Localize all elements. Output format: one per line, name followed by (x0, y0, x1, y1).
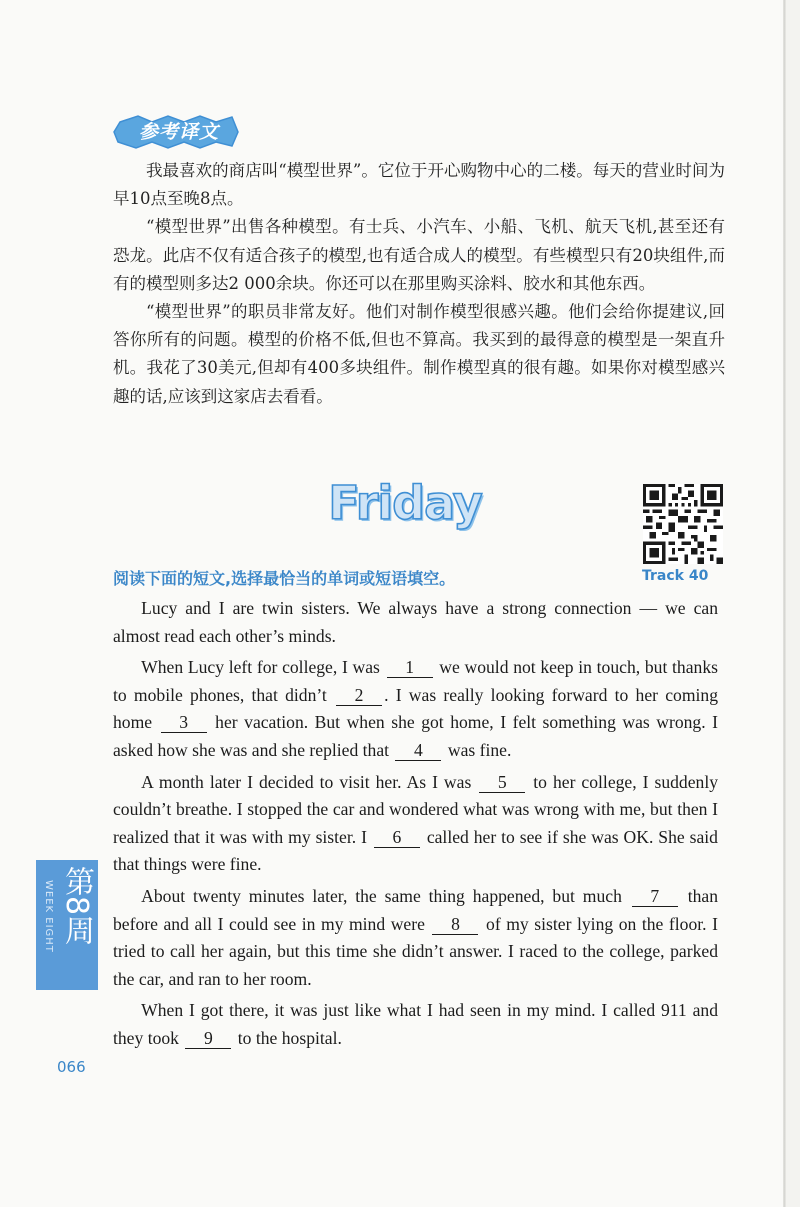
qr-code-icon[interactable] (643, 484, 723, 564)
week-tab-english: WEEK EIGHT (43, 880, 54, 953)
blank-2[interactable]: 2 (336, 685, 382, 706)
translation-paragraph: “模型世界”的职员非常友好。他们对制作模型很感兴趣。他们会给你提建议,回答你所有的问题。模型的价格不低,但也不算高。我买到的最得意的模型是一架直升机。我花了30美元,但却有400多块组件。制作模型真的很有趣。如果你对模型感兴趣的话,应该到这家店去看看。 (113, 302, 725, 406)
passage-text: . I was really looking forward to her coming home (113, 684, 718, 733)
passage-paragraph-2 (113, 654, 718, 764)
passage-text: A month later I decided to visit her. As I was (141, 771, 472, 792)
passage-paragraph-5 (113, 997, 718, 1052)
translation-paragraph: 我最喜欢的商店叫“模型世界”。它位于开心购物中心的二楼。每天的营业时间为早10点至晚8点。 (113, 161, 725, 209)
week-tab-chinese: 第8周 (59, 866, 94, 946)
passage-paragraph-3 (113, 769, 718, 879)
blank-9[interactable]: 9 (185, 1028, 231, 1049)
passage-text: we would not keep in touch, but thanks to mobile phones, that didn’t (113, 657, 718, 705)
blank-8[interactable]: 8 (432, 914, 478, 935)
blank-5[interactable]: 5 (479, 772, 525, 793)
passage-text: About twenty minutes later, the same thing happened, but much (141, 885, 622, 906)
passage-paragraph-1: Lucy and I are twin sisters. We always have a strong connection — we can almost read each other’s minds. (113, 598, 718, 646)
blank-4[interactable]: 4 (395, 740, 441, 761)
passage-text: to the hospital. (237, 1027, 342, 1048)
translation-badge-label: 参考译文 (138, 121, 219, 143)
track-label[interactable]: Track 40 (642, 568, 709, 584)
passage-text: than before and all I could see in my mind were (113, 885, 719, 934)
translation-badge (112, 112, 242, 152)
passage-text: her vacation. But when she got home, I felt something was wrong. I asked how she was and she replied that (113, 712, 718, 760)
page-number: 066 (57, 1058, 86, 1076)
blank-6[interactable]: 6 (374, 827, 420, 848)
cloze-passage (113, 595, 718, 1057)
page-edge (783, 0, 786, 1207)
translation-text (113, 157, 725, 411)
blank-1[interactable]: 1 (387, 657, 433, 678)
passage-paragraph-4 (113, 883, 718, 993)
translation-paragraph: “模型世界”出售各种模型。有士兵、小汽车、小船、飞机、航天飞机,甚至还有恐龙。此店不仅有适合孩子的模型,也有适合成人的模型。有些模型只有20块组件,而有的模型则多达2 000余块。你还可以在那里购买涂料、胶水和其他东西。 (113, 217, 725, 293)
passage-text: to her college, I suddenly couldn’t breathe. I stopped the car and wondered what was wrong with me, but then I realized that it was with my sister. I (113, 771, 719, 847)
passage-text: of my sister lying on the floor. I tried to call her again, but this time she didn’t answer. I raced to the college, parked the car, and ran to her room. (113, 913, 718, 989)
day-title: Friday (328, 476, 482, 530)
page-edge-shadow (786, 0, 800, 1207)
exercise-instruction: 阅读下面的短文,选择最恰当的单词或短语填空。 (113, 569, 456, 588)
blank-3[interactable]: 3 (161, 712, 207, 733)
passage-text: When I got there, it was just like what I had seen in my mind. I called 911 and they took (113, 1000, 718, 1048)
passage-text: was fine. (447, 739, 512, 760)
blank-7[interactable]: 7 (632, 886, 678, 907)
passage-text: When Lucy left for college, I was (141, 657, 380, 678)
passage-text: called her to see if she was OK. She said that things were fine. (113, 826, 718, 875)
week-side-tab (36, 860, 98, 990)
